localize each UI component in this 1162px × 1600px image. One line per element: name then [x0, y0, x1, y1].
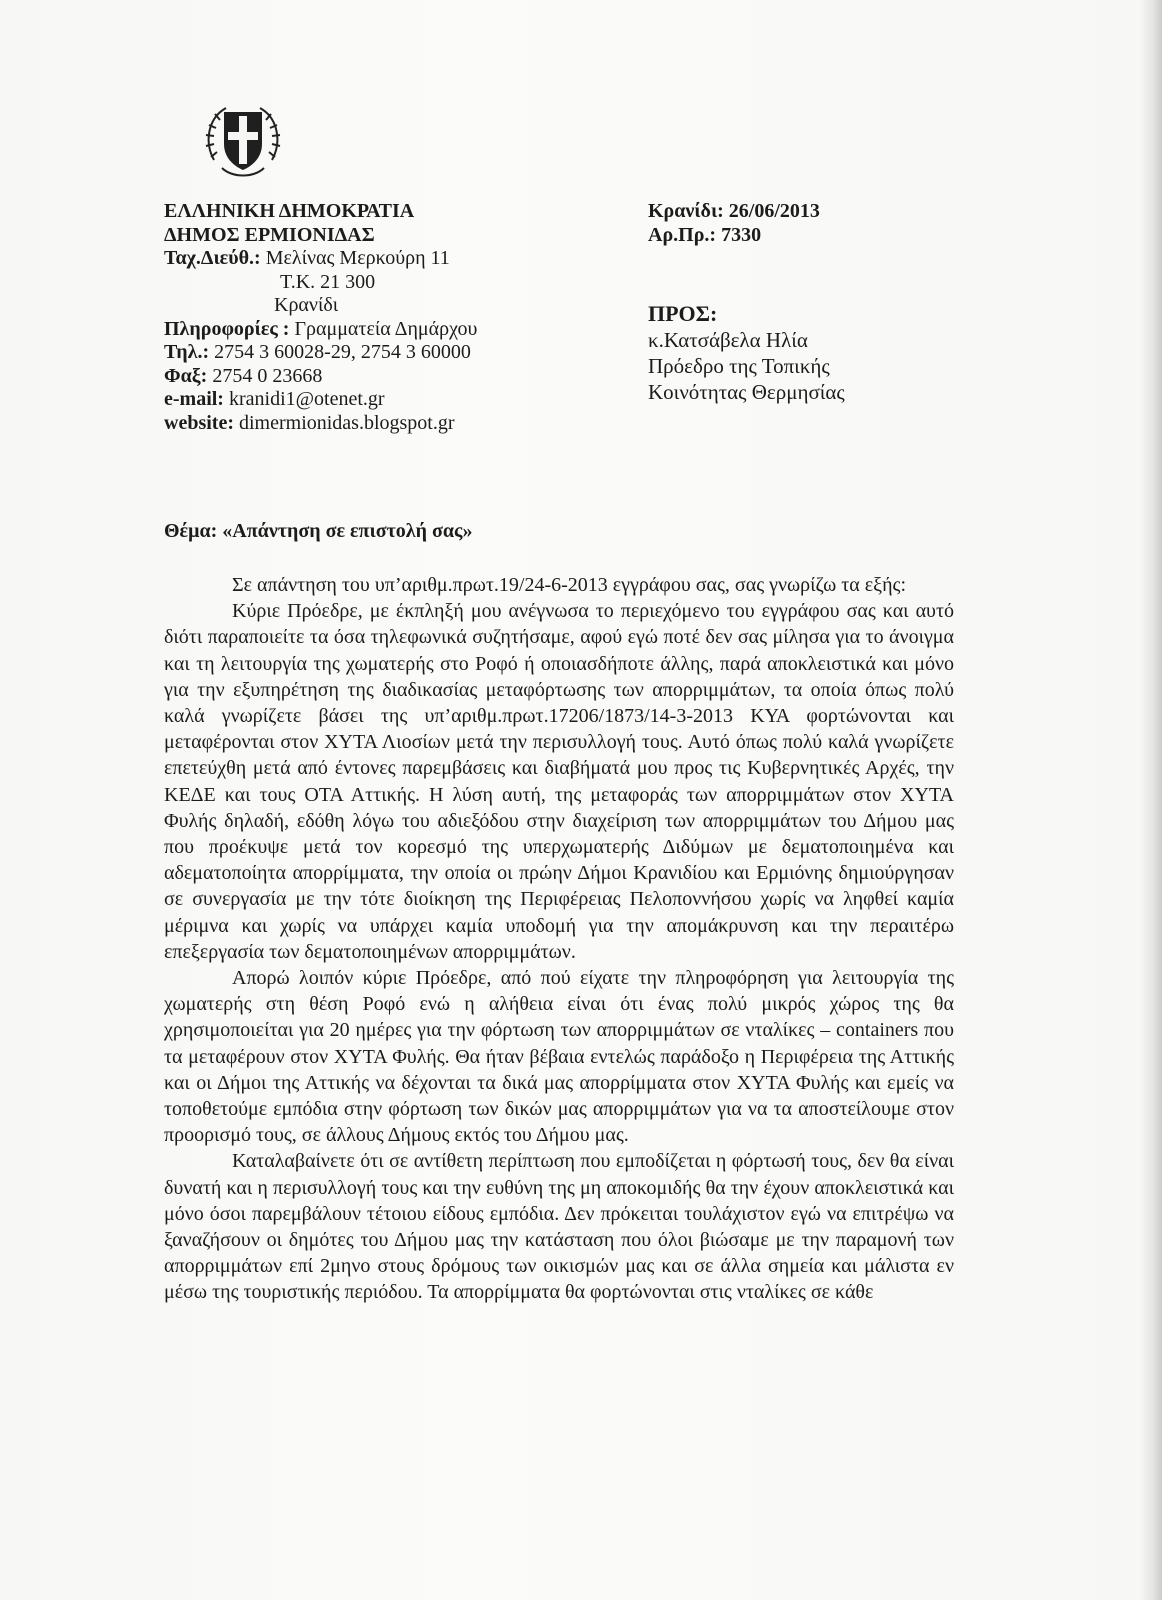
website-label: website: [164, 411, 234, 434]
sender-info-line [164, 318, 477, 342]
letter-body [164, 572, 954, 1306]
info-value: Γραμματεία Δημάρχου [289, 317, 478, 340]
document-date: Κρανίδι: 26/06/2013 [648, 200, 820, 222]
greek-coat-of-arms-icon [200, 98, 286, 184]
sender-email-line [164, 388, 477, 412]
subject-line: Θέμα: «Απάντηση σε επιστολή σας» [164, 520, 473, 542]
scan-edge-shadow [1140, 0, 1162, 1600]
recipient-role: Πρόεδρο της Τοπικής [648, 354, 830, 378]
fax-value: 2754 0 23668 [207, 364, 323, 387]
sender-postcode: Τ.Κ. 21 300 [280, 270, 376, 293]
sender-municipality: ΔΗΜΟΣ ΕΡΜΙΟΝΙΔΑΣ [164, 223, 375, 246]
info-label: Πληροφορίες : [164, 317, 290, 340]
sender-phone-line [164, 341, 477, 365]
address-value: Μελίνας Μερκούρη 11 [260, 247, 450, 269]
phone-value: 2754 3 60028-29, 2754 3 60000 [209, 341, 471, 363]
sender-address-line [164, 247, 477, 271]
paragraph: Απορώ λοιπόν κύριε Πρόεδρε, από πού είχατε την πληροφόρηση για λειτουργία της χωματερής στη θέση Ροφό ενώ η αλήθεια είναι ότι ένας πολύ μικρός χώρος της θα χρησιμοποιείται για 20 ημέρες για την φόρτωση των απορριμμάτων σε νταλίκες – containers που τα μεταφέρουν στον ΧΥΤΑ Φυλής. Θα ήταν βέβαια εντελώς παράδοξο η Περιφέρεια της Αττικής και οι Δήμοι της Αττικής να δέχονται τα δικά μας απορρίμματα στον ΧΥΤΑ Φυλής και εμείς να τοποθετούμε εμπόδια στην φόρτωση των δικών μας απορριμμάτων για να τα αποστείλουμε στον προορισμό τους, σε άλλους Δήμους εκτός του Δήμου μας. [164, 967, 954, 1147]
sender-website-line [164, 412, 477, 436]
sender-block [164, 200, 477, 435]
recipient-community: Κοινότητας Θερμησίας [648, 380, 845, 404]
recipient-name: κ.Κατσάβελα Ηλία [648, 328, 808, 352]
website-value: dimermionidas.blogspot.gr [233, 411, 455, 434]
address-label: Ταχ.Διεύθ.: [164, 247, 261, 269]
email-value: kranidi1@otenet.gr [223, 388, 385, 410]
sender-fax-line [164, 365, 477, 389]
sender-city: Κρανίδι [274, 294, 339, 316]
paragraph: Σε απάντηση του υπ’αριθμ.πρωτ.19/24-6-2013 εγγράφου σας, σας γνωρίζω τα εξής: [232, 574, 907, 596]
paragraph: Καταλαβαίνετε ότι σε αντίθετη περίπτωση που εμποδίζεται η φόρτωσή τους, δεν θα είναι δυνατή και η περισυλλογή τους και την ευθύνη της μη αποκομιδής θα την έχουν αποκλειστικά και μόνο όσοι παρεμβάλουν τέτοιου είδους εμπόδια. Δεν πρόκειται τουλάχιστον εγώ να επιτρέψω να ξαναζήσουν οι δημότες του Δήμου μας την κατάσταση που όλοι βιώσαμε με την παραμονή των απορριμμάτων επί 2μηνο στους δρόμους των οικισμών μας και σε άλλα σημεία και μάλιστα εν μέσω της τουριστικής περιόδου. Τα απορρίμματα θα φορτώνονται στις νταλίκες σε κάθε [164, 1150, 954, 1304]
recipient-label: ΠΡΟΣ: [648, 301, 718, 326]
document-meta [648, 200, 820, 247]
email-label: e-mail: [164, 388, 224, 410]
protocol-number: Αρ.Πρ.: 7330 [648, 223, 762, 246]
fax-label: Φαξ: [164, 364, 208, 387]
paragraph: Κύριε Πρόεδρε, με έκπληξή μου ανέγνωσα το περιεχόμενο του εγγράφου σας και αυτό διότι παραποιείτε τα όσα τηλεφωνικά συζητήσαμε, αφού εγώ ποτέ δεν σας μίλησα για το άνοιγμα και τη λειτουργία της χωματερής στο Ροφό ή οποιασδήποτε άλλης, παρά αποκλειστικά και μόνο για την εξυπηρέτηση της διαδικασίας μεταφόρτωσης των απορριμμάτων, τα οποία όπως πολύ καλά γνωρίζετε βάσει της υπ’αριθμ.πρωτ.17206/1873/14-3-2013 ΚΥΑ φορτώνονται και μεταφέρονται στον ΧΥΤΑ Λιοσίων μετά την περισυλλογή τους. Αυτό όπως πολύ καλά γνωρίζετε επετεύχθη μετά από έντονες παρεμβάσεις και διαβήματά μου προς τις Κυβερνητικές Αρχές, την ΚΕΔΕ και τους ΟΤΑ Αττικής. Η λύση αυτή, της μεταφοράς των απορριμμάτων στον ΧΥΤΑ Φυλής δηλαδή, εδόθη λόγω του αδιεξόδου στην διαχείριση των απορριμμάτων του Δήμου μας που προέκυψε μετά τον κορεσμό της υπερχωματερής Διδύμων με δεματοποιημένα και αδεματοποίητα απορρίμματα, την οποία οι πρώην Δήμοι Κρανιδίου και Ερμιόνης δημιούργησαν σε συνεργασία με την τότε διοίκηση της Περιφέρειας Πελοποννήσου χωρίς να ληφθεί καμία μέριμνα και χωρίς να υπάρχει καμία υποδομή για την απομάκρυνση και την περαιτέρω επεξεργασία των δεματοποιημένων απορριμμάτων. [164, 600, 954, 963]
sender-country: ΕΛΛΗΝΙΚΗ ΔΗΜΟΚΡΑΤΙΑ [164, 200, 415, 222]
recipient-block [648, 301, 845, 405]
phone-label: Τηλ.: [164, 341, 210, 363]
